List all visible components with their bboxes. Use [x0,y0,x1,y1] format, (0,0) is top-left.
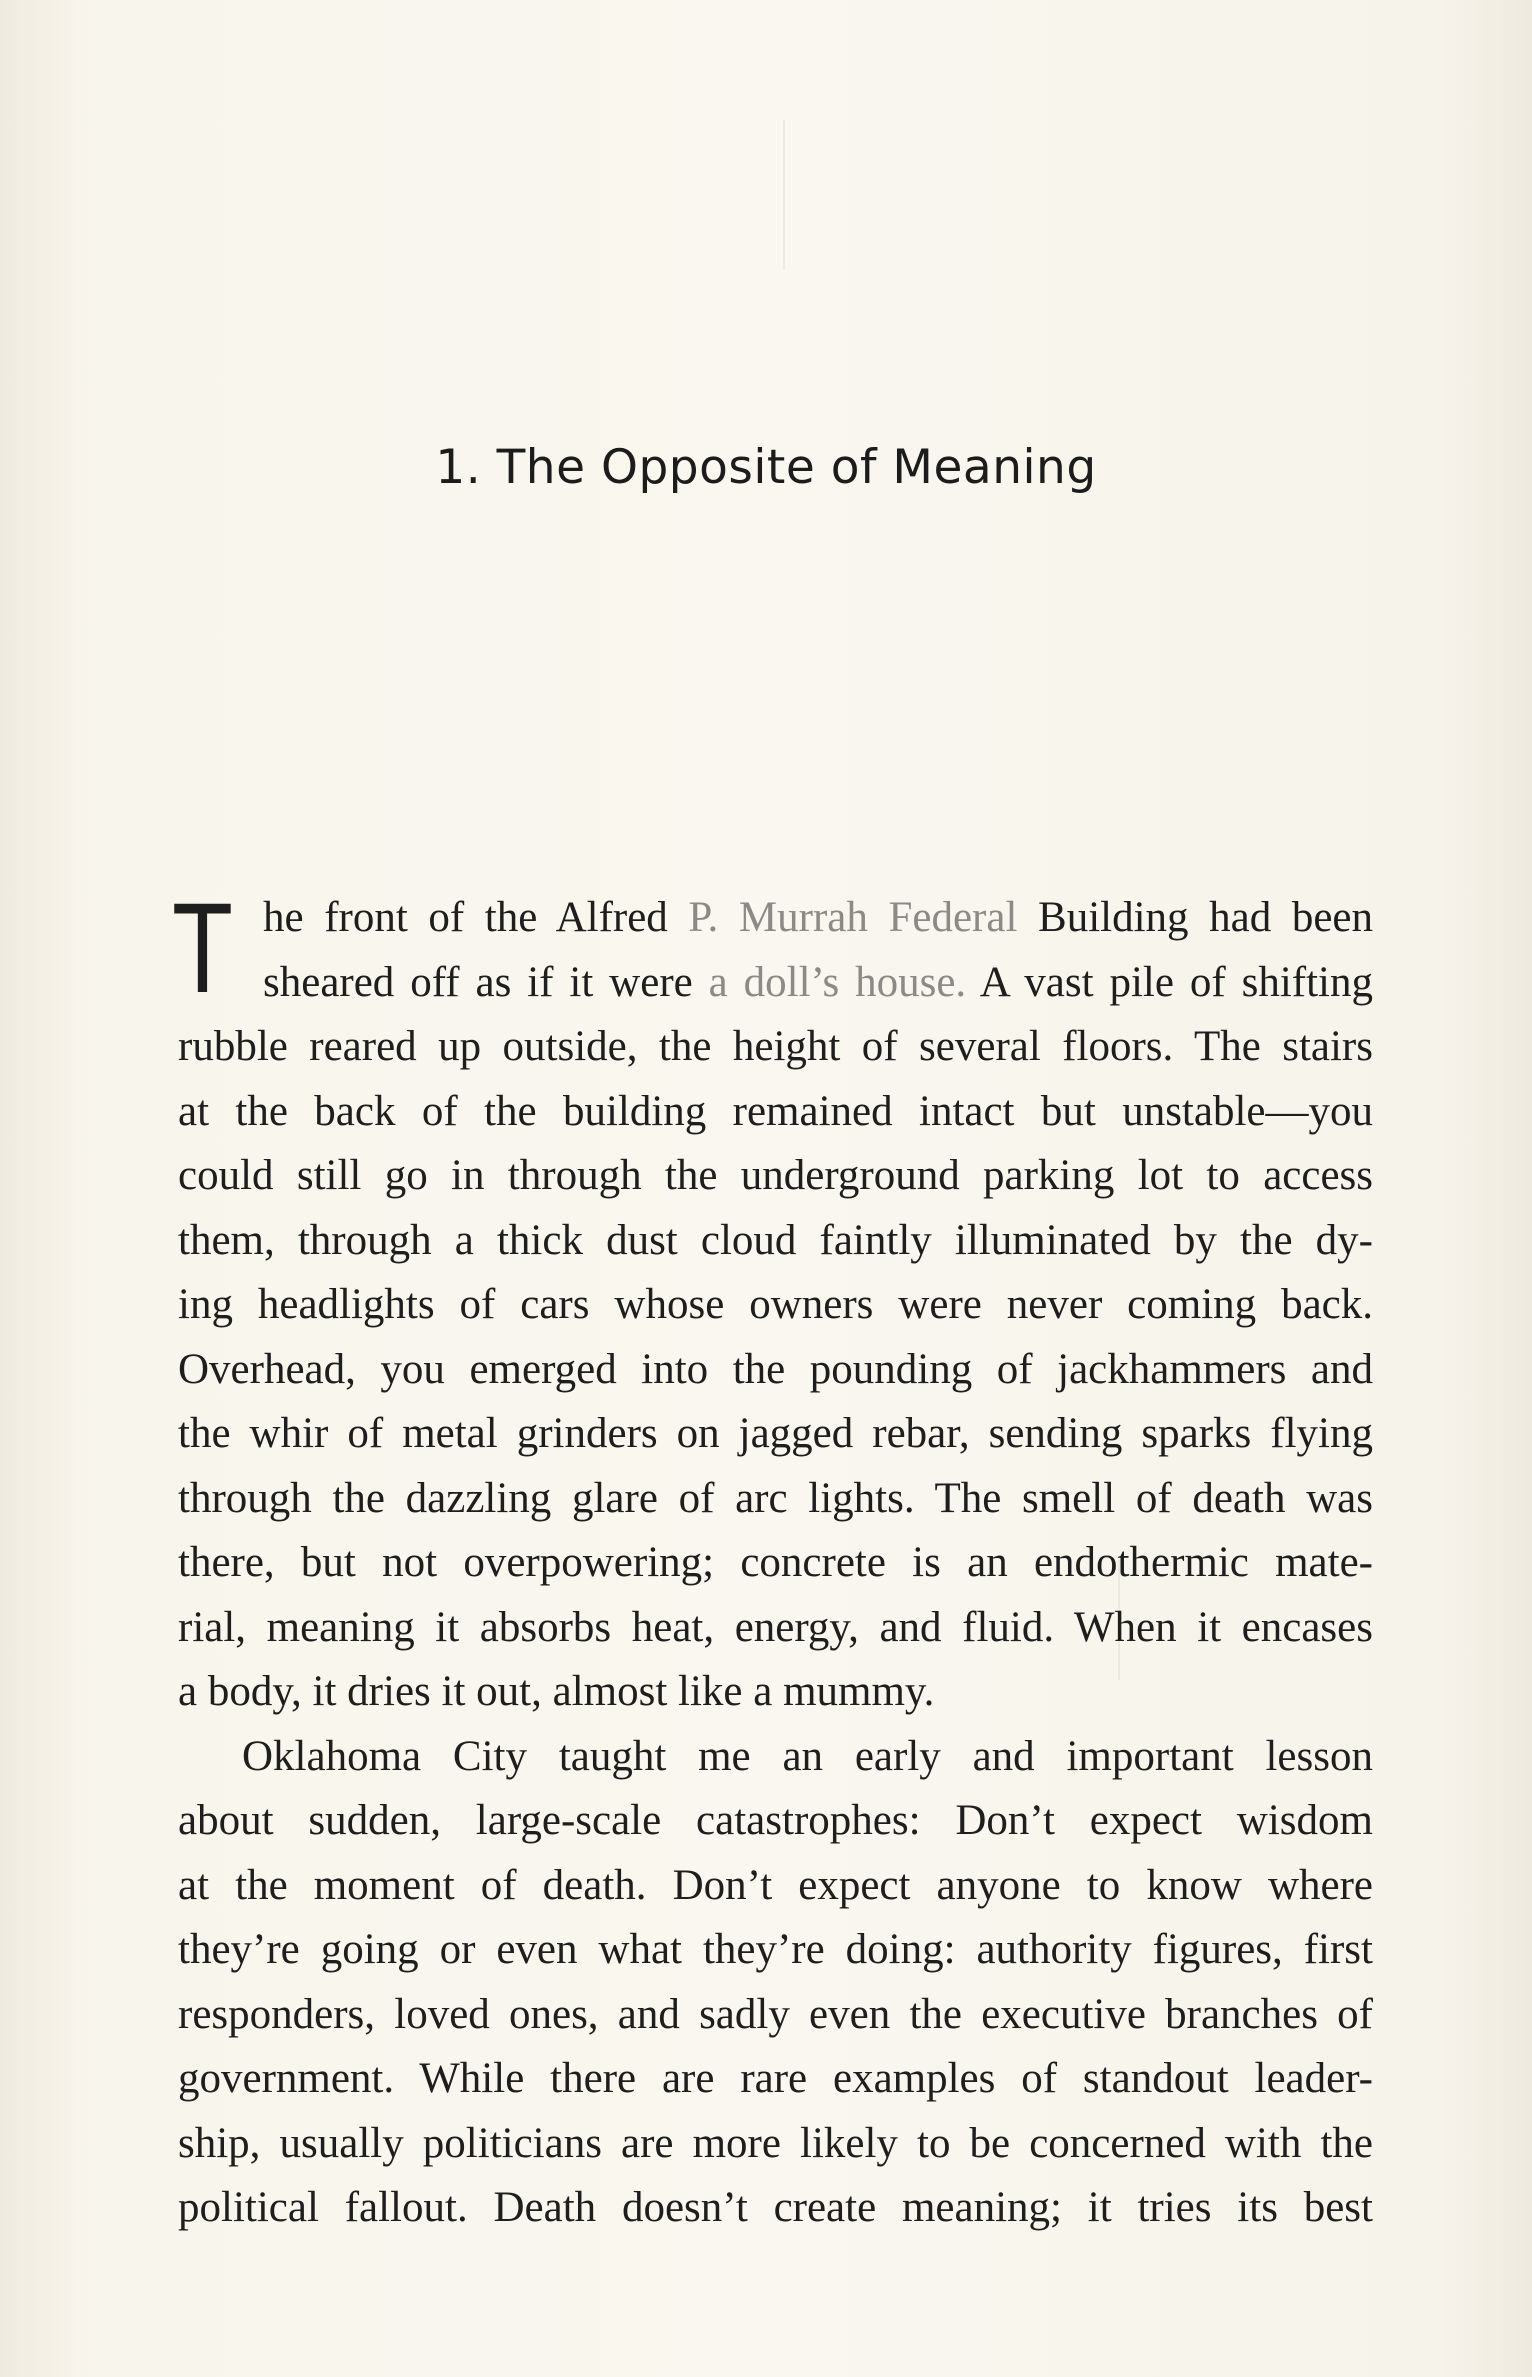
text-line: at the moment of death. Don’t expect anyone to know where [178,1861,1373,1909]
text-line: through the dazzling glare of arc lights. The smell of death was [178,1474,1373,1522]
text-line: rubble reared up outside, the height of several floors. The stairs [178,1023,1373,1070]
text-line: ing headlights of cars whose owners were never coming back. [178,1281,1373,1328]
text-line: at the back of the building remained intact but unstable—you [178,1087,1373,1135]
text-line: the whir of metal grinders on jagged rebar, sending sparks flying [178,1410,1373,1457]
text-line: them, through a thick dust cloud faintly illuminated by the dy- [178,1216,1373,1264]
text-line: about sudden, large-scale catastrophes: Don’t expect wisdom [178,1797,1373,1844]
text-line: Overhead, you emerged into the pounding of jackhammers and [178,1345,1373,1393]
chapter-title: 1. The Opposite of Meaning [435,440,1097,495]
scan-artifact-line [783,120,785,270]
text-line: ship, usually politicians are more likely to be concerned with the [178,2119,1373,2167]
body-text [178,886,1373,2241]
text-line: a body, it dries it out, almost like a mummy. [178,1668,935,1715]
text-line: responders, loved ones, and sadly even the executive branches of [178,1990,1373,2038]
drop-cap: T [172,877,233,1020]
text-line: they’re going or even what they’re doing: authority figures, first [178,1926,1373,1973]
text-line: rial, meaning it absorbs heat, energy, and fluid. When it encases [178,1603,1373,1651]
text-line: political fallout. Death doesn’t create meaning; it tries its best [178,2184,1373,2231]
text-line: Oklahoma City taught me an early and important lesson [242,1732,1373,1780]
text-line: government. While there are rare examples of standout leader- [178,2055,1373,2102]
text-line: he front of the Alfred P. Murrah Federal Building had been [263,894,1374,941]
text-line: there, but not overpowering; concrete is an endothermic mate- [178,1539,1373,1586]
text-line: sheared off as if it were a doll’s house. A vast pile of shifting [263,958,1373,1006]
text-line: could still go in through the underground parking lot to access [178,1152,1373,1199]
